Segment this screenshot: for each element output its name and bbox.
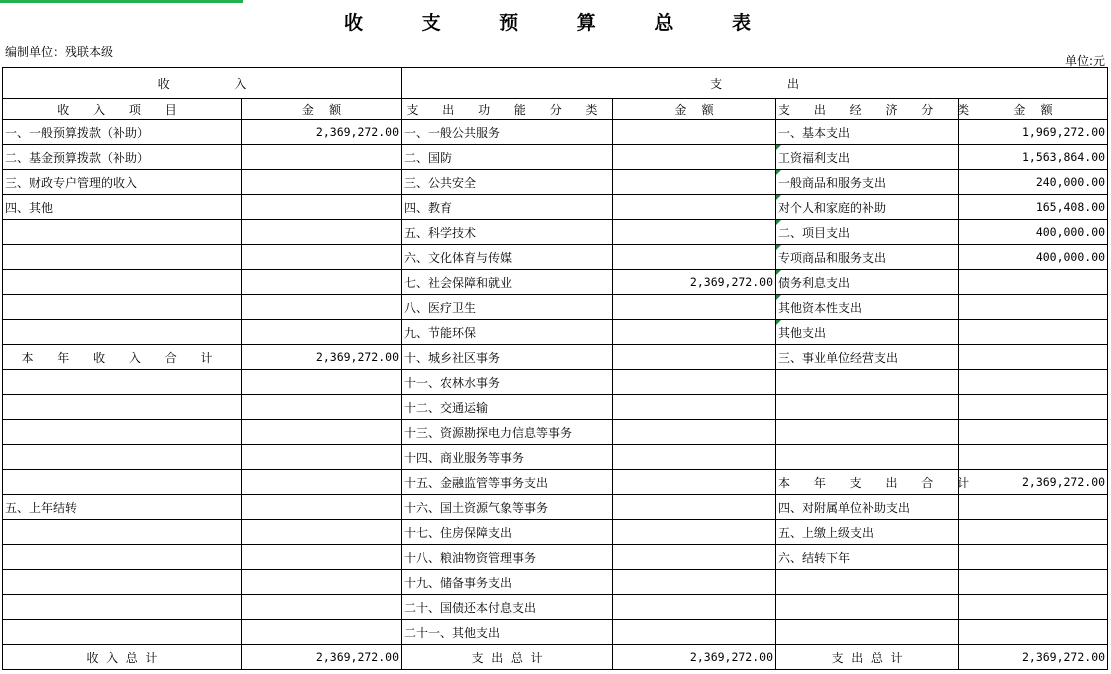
income-amount-cell bbox=[242, 620, 402, 645]
income-item-cell: 四、其他 bbox=[3, 195, 242, 220]
econ-amount-cell bbox=[959, 495, 1108, 520]
func-amount-cell: 2,369,272.00 bbox=[613, 270, 776, 295]
func-class-cell: 十一、农林水事务 bbox=[402, 370, 613, 395]
table-row bbox=[3, 570, 1108, 595]
func-amount-header: 金 额 bbox=[613, 99, 776, 120]
income-item-cell bbox=[3, 370, 242, 395]
econ-amount-cell: 1,563,864.00 bbox=[959, 145, 1108, 170]
compiling-unit: 编制单位：残联本级 bbox=[5, 45, 114, 59]
func-amount-cell bbox=[613, 295, 776, 320]
func-amount-cell bbox=[613, 470, 776, 495]
table-row bbox=[3, 595, 1108, 620]
econ-class-cell: 其他资本性支出 bbox=[776, 295, 959, 320]
econ-class-cell: 对个人和家庭的补助 bbox=[776, 195, 959, 220]
func-class-cell: 二十、国债还本付息支出 bbox=[402, 595, 613, 620]
income-total-amount: 2,369,272.00 bbox=[242, 645, 402, 670]
econ-amount-cell bbox=[959, 420, 1108, 445]
income-amount-cell bbox=[242, 145, 402, 170]
func-class-cell: 十二、交通运输 bbox=[402, 395, 613, 420]
table-row bbox=[3, 470, 1108, 495]
func-total-amount: 2,369,272.00 bbox=[613, 645, 776, 670]
func-amount-cell bbox=[613, 395, 776, 420]
income-amount-cell: 2,369,272.00 bbox=[242, 345, 402, 370]
econ-amount-cell bbox=[959, 620, 1108, 645]
econ-class-cell: 专项商品和服务支出 bbox=[776, 245, 959, 270]
econ-amount-cell: 400,000.00 bbox=[959, 245, 1108, 270]
econ-amount-cell bbox=[959, 345, 1108, 370]
income-amount-cell bbox=[242, 370, 402, 395]
income-item-cell bbox=[3, 220, 242, 245]
func-class-cell: 二十一、其他支出 bbox=[402, 620, 613, 645]
income-amount-cell bbox=[242, 520, 402, 545]
income-item-cell: 本 年 收 入 合 计 bbox=[3, 345, 242, 370]
header-row-top bbox=[3, 68, 1108, 99]
func-class-cell: 十四、商业服务等事务 bbox=[402, 445, 613, 470]
income-item-cell: 二、基金预算拨款（补助） bbox=[3, 145, 242, 170]
econ-amount-cell bbox=[959, 520, 1108, 545]
income-amount-cell bbox=[242, 270, 402, 295]
table-row bbox=[3, 395, 1108, 420]
income-amount-cell bbox=[242, 495, 402, 520]
econ-amount-header: 金 额 bbox=[959, 99, 1108, 120]
income-item-cell bbox=[3, 595, 242, 620]
func-class-cell: 九、节能环保 bbox=[402, 320, 613, 345]
econ-class-cell: 三、事业单位经营支出 bbox=[776, 345, 959, 370]
econ-class-cell bbox=[776, 620, 959, 645]
expense-header: 支 出 bbox=[402, 68, 1108, 99]
table-row bbox=[3, 495, 1108, 520]
econ-amount-cell bbox=[959, 545, 1108, 570]
income-amount-cell bbox=[242, 245, 402, 270]
econ-amount-cell: 400,000.00 bbox=[959, 220, 1108, 245]
econ-class-cell: 本 年 支 出 合 计 bbox=[776, 470, 959, 495]
income-item-cell: 三、财政专户管理的收入 bbox=[3, 170, 242, 195]
table-row bbox=[3, 545, 1108, 570]
econ-class-cell: 一般商品和服务支出 bbox=[776, 170, 959, 195]
table-row bbox=[3, 145, 1108, 170]
table-row bbox=[3, 345, 1108, 370]
econ-class-cell: 一、基本支出 bbox=[776, 120, 959, 145]
econ-class-cell: 二、项目支出 bbox=[776, 220, 959, 245]
func-amount-cell bbox=[613, 345, 776, 370]
func-amount-cell bbox=[613, 145, 776, 170]
econ-class-cell: 四、对附属单位补助支出 bbox=[776, 495, 959, 520]
income-amount-cell bbox=[242, 170, 402, 195]
table-row bbox=[3, 445, 1108, 470]
econ-amount-cell bbox=[959, 370, 1108, 395]
income-item-cell bbox=[3, 545, 242, 570]
table-row bbox=[3, 420, 1108, 445]
func-total-label: 支 出 总 计 bbox=[402, 645, 613, 670]
income-item-header: 收 入 项 目 bbox=[3, 99, 242, 120]
table-row bbox=[3, 620, 1108, 645]
econ-class-cell: 六、结转下年 bbox=[776, 545, 959, 570]
income-amount-cell bbox=[242, 595, 402, 620]
econ-total-label: 支 出 总 计 bbox=[776, 645, 959, 670]
table-row bbox=[3, 220, 1108, 245]
income-item-cell bbox=[3, 420, 242, 445]
income-item-cell bbox=[3, 270, 242, 295]
income-amount-cell bbox=[242, 220, 402, 245]
income-amount-cell: 2,369,272.00 bbox=[242, 120, 402, 145]
table-row bbox=[3, 295, 1108, 320]
func-amount-cell bbox=[613, 195, 776, 220]
econ-class-cell: 五、上缴上级支出 bbox=[776, 520, 959, 545]
econ-amount-cell bbox=[959, 320, 1108, 345]
income-item-cell bbox=[3, 395, 242, 420]
table-row bbox=[3, 170, 1108, 195]
func-class-cell: 十九、储备事务支出 bbox=[402, 570, 613, 595]
func-class-cell: 六、文化体育与传媒 bbox=[402, 245, 613, 270]
table-row bbox=[3, 245, 1108, 270]
econ-total-amount: 2,369,272.00 bbox=[959, 645, 1108, 670]
income-header: 收 入 bbox=[3, 68, 402, 99]
func-class-cell: 四、教育 bbox=[402, 195, 613, 220]
econ-amount-cell: 1,969,272.00 bbox=[959, 120, 1108, 145]
econ-class-cell bbox=[776, 445, 959, 470]
top-accent-line bbox=[0, 0, 243, 3]
income-amount-cell bbox=[242, 445, 402, 470]
func-class-cell: 七、社会保障和就业 bbox=[402, 270, 613, 295]
func-class-cell: 一、一般公共服务 bbox=[402, 120, 613, 145]
income-amount-cell bbox=[242, 395, 402, 420]
func-amount-cell bbox=[613, 320, 776, 345]
econ-class-cell bbox=[776, 395, 959, 420]
func-amount-cell bbox=[613, 595, 776, 620]
func-amount-cell bbox=[613, 570, 776, 595]
econ-class-cell: 其他支出 bbox=[776, 320, 959, 345]
econ-class-cell bbox=[776, 370, 959, 395]
budget-summary-table bbox=[2, 67, 1108, 670]
income-item-cell bbox=[3, 320, 242, 345]
func-class-cell: 十七、住房保障支出 bbox=[402, 520, 613, 545]
func-amount-cell bbox=[613, 120, 776, 145]
income-item-cell: 一、一般预算拨款（补助） bbox=[3, 120, 242, 145]
func-class-cell: 十三、资源勘探电力信息等事务 bbox=[402, 420, 613, 445]
econ-class-cell: 工资福利支出 bbox=[776, 145, 959, 170]
func-amount-cell bbox=[613, 445, 776, 470]
table-row bbox=[3, 270, 1108, 295]
func-class-cell: 十六、国土资源气象等事务 bbox=[402, 495, 613, 520]
income-amount-cell bbox=[242, 470, 402, 495]
income-amount-cell bbox=[242, 545, 402, 570]
func-class-cell: 五、科学技术 bbox=[402, 220, 613, 245]
income-item-cell bbox=[3, 445, 242, 470]
page-title: 收 支 预 算 总 表 bbox=[343, 12, 778, 34]
econ-amount-cell: 2,369,272.00 bbox=[959, 470, 1108, 495]
table-row bbox=[3, 120, 1108, 145]
income-total-label: 收 入 总 计 bbox=[3, 645, 242, 670]
income-item-cell bbox=[3, 470, 242, 495]
header-row-columns bbox=[3, 99, 1108, 120]
func-class-header: 支 出 功 能 分 类 bbox=[402, 99, 613, 120]
income-amount-cell bbox=[242, 320, 402, 345]
econ-amount-cell: 240,000.00 bbox=[959, 170, 1108, 195]
func-amount-cell bbox=[613, 420, 776, 445]
income-item-cell bbox=[3, 620, 242, 645]
econ-amount-cell bbox=[959, 395, 1108, 420]
currency-unit: 单位:元 bbox=[1064, 54, 1105, 68]
table-row bbox=[3, 195, 1108, 220]
income-amount-header: 金 额 bbox=[242, 99, 402, 120]
econ-amount-cell bbox=[959, 570, 1108, 595]
econ-amount-cell bbox=[959, 295, 1108, 320]
income-item-cell bbox=[3, 520, 242, 545]
econ-amount-cell: 165,408.00 bbox=[959, 195, 1108, 220]
func-amount-cell bbox=[613, 370, 776, 395]
func-amount-cell bbox=[613, 495, 776, 520]
func-amount-cell bbox=[613, 520, 776, 545]
income-amount-cell bbox=[242, 195, 402, 220]
income-item-cell: 五、上年结转 bbox=[3, 495, 242, 520]
income-item-cell bbox=[3, 570, 242, 595]
table-row bbox=[3, 520, 1108, 545]
func-amount-cell bbox=[613, 220, 776, 245]
econ-class-header: 支 出 经 济 分 类 bbox=[776, 99, 959, 120]
func-amount-cell bbox=[613, 620, 776, 645]
income-amount-cell bbox=[242, 420, 402, 445]
income-item-cell bbox=[3, 245, 242, 270]
func-amount-cell bbox=[613, 245, 776, 270]
table-row bbox=[3, 370, 1108, 395]
func-amount-cell bbox=[613, 170, 776, 195]
func-class-cell: 十八、粮油物资管理事务 bbox=[402, 545, 613, 570]
econ-amount-cell bbox=[959, 595, 1108, 620]
func-class-cell: 二、国防 bbox=[402, 145, 613, 170]
func-class-cell: 三、公共安全 bbox=[402, 170, 613, 195]
income-amount-cell bbox=[242, 295, 402, 320]
econ-class-cell bbox=[776, 570, 959, 595]
econ-class-cell: 债务利息支出 bbox=[776, 270, 959, 295]
econ-amount-cell bbox=[959, 270, 1108, 295]
table-row bbox=[3, 320, 1108, 345]
econ-class-cell bbox=[776, 595, 959, 620]
func-class-cell: 十五、金融监管等事务支出 bbox=[402, 470, 613, 495]
income-amount-cell bbox=[242, 570, 402, 595]
func-class-cell: 十、城乡社区事务 bbox=[402, 345, 613, 370]
totals-row bbox=[3, 645, 1108, 670]
func-class-cell: 八、医疗卫生 bbox=[402, 295, 613, 320]
func-amount-cell bbox=[613, 545, 776, 570]
econ-class-cell bbox=[776, 420, 959, 445]
econ-amount-cell bbox=[959, 445, 1108, 470]
income-item-cell bbox=[3, 295, 242, 320]
